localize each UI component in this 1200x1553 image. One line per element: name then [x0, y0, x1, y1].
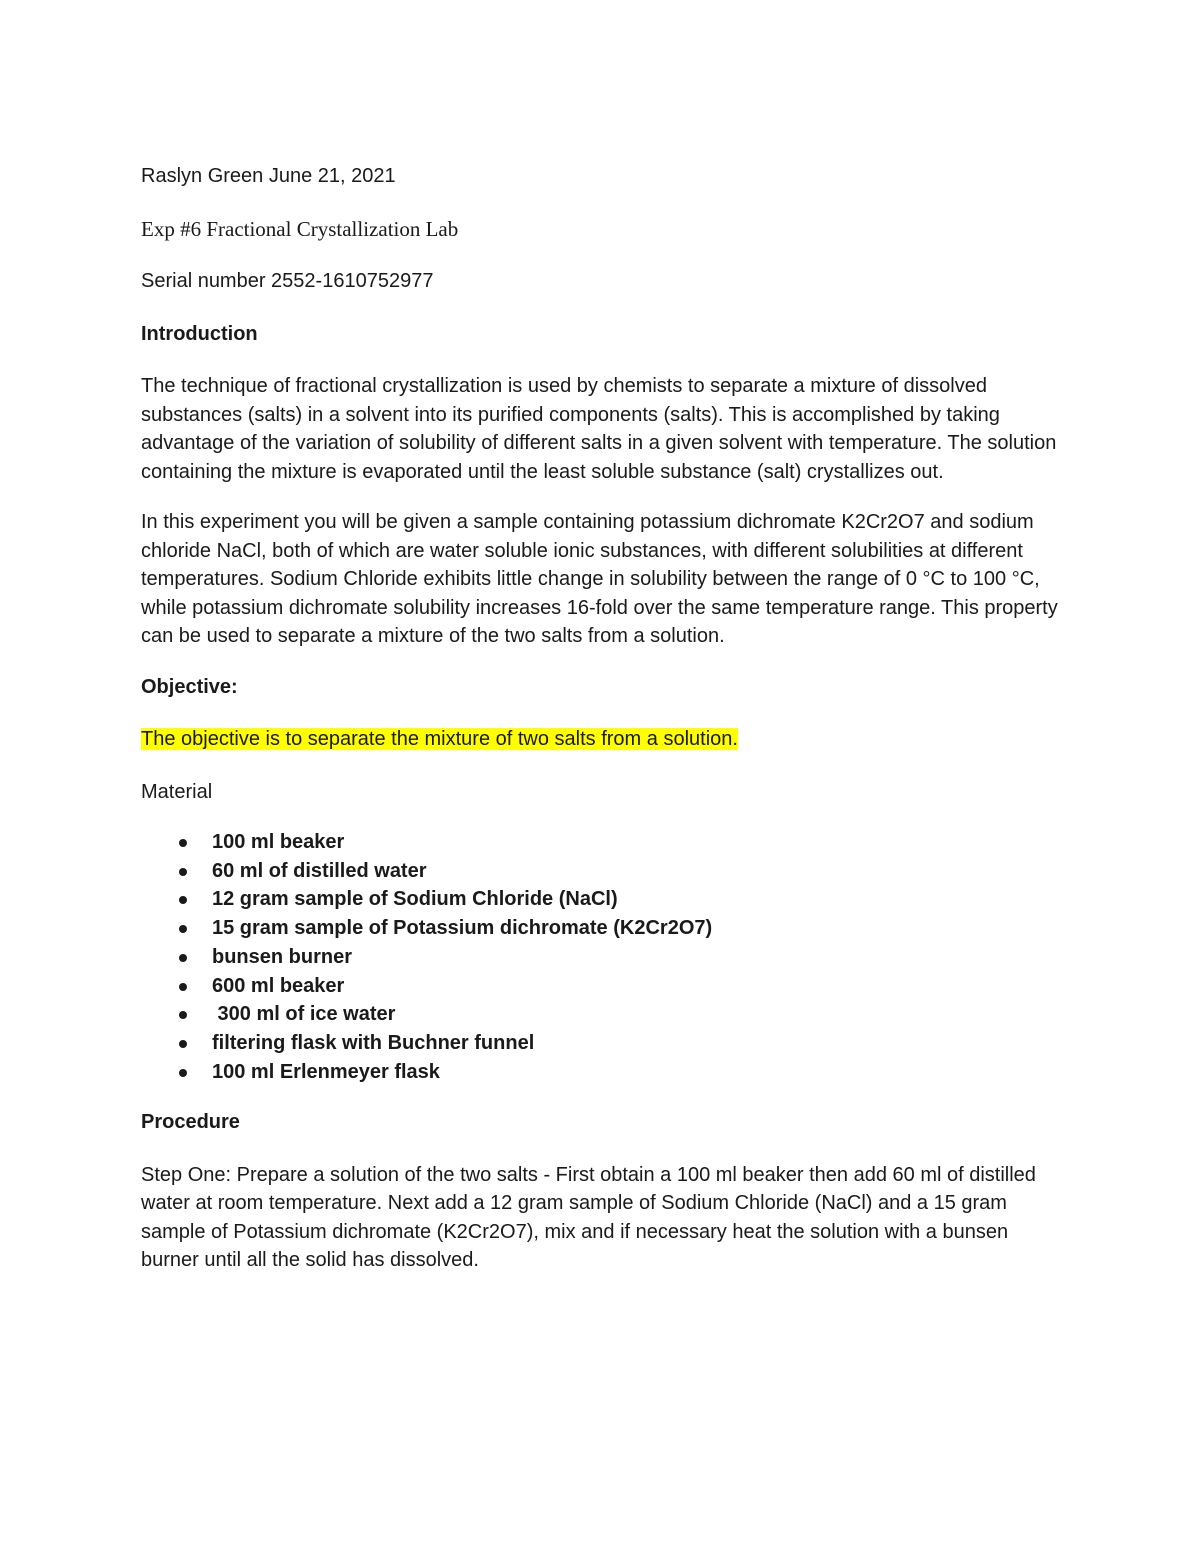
- bullet-icon: [179, 983, 187, 991]
- introduction-heading: Introduction: [141, 322, 258, 345]
- material-item-label: 60 ml of distilled water: [212, 859, 427, 882]
- list-item: [141, 914, 1071, 943]
- material-item-label: 15 gram sample of Potassium dichromate (K2Cr2O7): [212, 917, 713, 940]
- list-item: [141, 943, 1071, 972]
- list-item: [141, 1058, 1071, 1087]
- material-item-label: 300 ml of ice water: [212, 1003, 396, 1026]
- introduction-paragraph-1: The technique of fractional crystallization is used by chemists to separate a mixture of dissolved substances (salts) in a solvent into its purified components (salts). This is accomplished by taking advantage of the variation of solubility of different salts in a given solvent with temperature. The solution containing the mixture is evaporated until the least soluble substance (salt) crystallizes out.: [141, 375, 1057, 483]
- bullet-icon: [179, 925, 187, 933]
- bullet-icon: [179, 839, 187, 847]
- list-item: [141, 1000, 1071, 1029]
- list-item: [141, 857, 1071, 886]
- bullet-icon: [179, 954, 187, 962]
- objective-text-line: [141, 725, 1071, 754]
- material-item-label: 600 ml beaker: [212, 974, 345, 997]
- author-date-line: Raslyn Green June 21, 2021: [141, 165, 396, 187]
- document-page: [141, 162, 1071, 1297]
- material-item-label: 12 gram sample of Sodium Chloride (NaCl): [212, 888, 618, 911]
- material-item-label: 100 ml Erlenmeyer flask: [212, 1060, 440, 1083]
- introduction-paragraph-2: In this experiment you will be given a sample containing potassium dichromate K2Cr2O7 and sodium chloride NaCl, both of which are water soluble ionic substances, with different solubilities at different temperatures. Sodium Chloride exhibits little change in solubility between the range of 0 °C to 100 °C, while potassium dichromate solubility increases 16-fold over the same temperature range. This property can be used to separate a mixture of the two salts from a solution.: [141, 511, 1058, 647]
- bullet-icon: [179, 1040, 187, 1048]
- list-item: [141, 828, 1071, 857]
- bullet-icon: [179, 896, 187, 904]
- bullet-icon: [179, 1011, 187, 1019]
- serial-number: Serial number 2552-1610752977: [141, 270, 434, 292]
- bullet-icon: [179, 868, 187, 876]
- objective-text: The objective is to separate the mixture of two salts from a solution.: [141, 728, 738, 750]
- bullet-icon: [179, 1069, 187, 1077]
- list-item: [141, 972, 1071, 1001]
- material-list: [141, 828, 1071, 1086]
- material-item-label: bunsen burner: [212, 945, 353, 968]
- material-heading: Material: [141, 780, 213, 803]
- list-item: [141, 885, 1071, 914]
- list-item: [141, 1029, 1071, 1058]
- procedure-step-one: Step One: Prepare a solution of the two salts - First obtain a 100 ml beaker then add 60 ml of distilled water at room temperature. Next add a 12 gram sample of Sodium Chloride (NaCl) and a 15 gram sample of Potassium dichromate (K2Cr2O7), mix and if necessary heat the solution with a bunsen burner until all the solid has dissolved.: [141, 1163, 1036, 1272]
- experiment-title: Exp #6 Fractional Crystallization Lab: [141, 216, 459, 241]
- procedure-heading: Procedure: [141, 1111, 240, 1134]
- objective-heading: Objective:: [141, 675, 238, 698]
- material-item-label: 100 ml beaker: [212, 831, 345, 853]
- material-item-label: filtering flask with Buchner funnel: [212, 1031, 535, 1054]
